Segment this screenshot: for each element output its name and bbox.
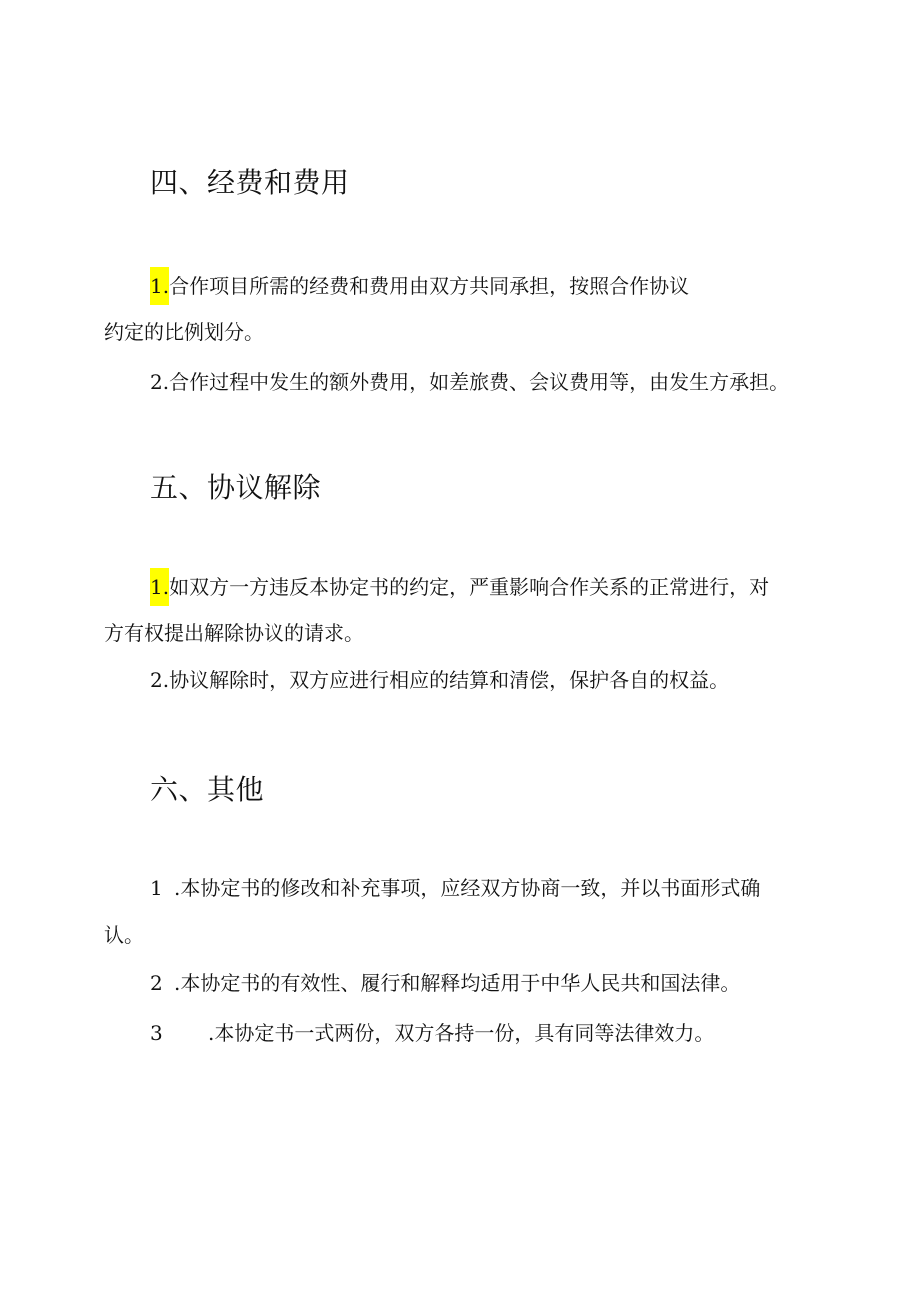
item-text: 协议解除时，双方应进行相应的结算和清偿，保护各自的权益。	[169, 668, 730, 692]
other-item-2	[150, 968, 740, 998]
fees-item-1-line-2: 约定的比例划分。	[104, 320, 264, 344]
item-number-highlighted: 1.	[150, 568, 169, 606]
item-number: 3	[150, 1021, 163, 1045]
other-item-1-line-1	[150, 873, 760, 903]
termination-item-2	[150, 665, 729, 695]
item-text: .本协定书一式两份，双方各持一份，具有同等法律效力。	[208, 1021, 715, 1045]
fees-item-1-line-1	[150, 267, 689, 305]
item-number: 2	[150, 971, 163, 995]
section-heading-fees: 四、经费和费用	[150, 166, 350, 199]
termination-item-1-line-1	[150, 568, 769, 606]
item-text: 如双方一方违反本协定书的约定，严重影响合作关系的正常进行，对	[169, 575, 770, 599]
item-text: 合作过程中发生的额外费用，如差旅费、会议费用等，由发生方承担。	[169, 370, 790, 394]
fees-item-2	[150, 367, 789, 397]
section-heading-termination: 五、协议解除	[150, 471, 322, 504]
item-number: 1	[150, 876, 163, 900]
item-number-highlighted: 1.	[150, 267, 169, 305]
other-item-1-line-2: 认。	[104, 923, 144, 947]
item-number: 2.	[150, 370, 170, 394]
section-heading-other: 六、其他	[150, 773, 265, 806]
item-text: .本协定书的有效性、履行和解释均适用于中华人民共和国法律。	[174, 971, 741, 995]
other-item-3	[150, 1018, 714, 1048]
item-number: 2.	[150, 668, 170, 692]
termination-item-1-line-2: 方有权提出解除协议的请求。	[104, 621, 364, 645]
item-text: 合作项目所需的经费和费用由双方共同承担，按照合作协议	[169, 274, 690, 298]
item-text: .本协定书的修改和补充事项，应经双方协商一致，并以书面形式确	[174, 876, 761, 900]
